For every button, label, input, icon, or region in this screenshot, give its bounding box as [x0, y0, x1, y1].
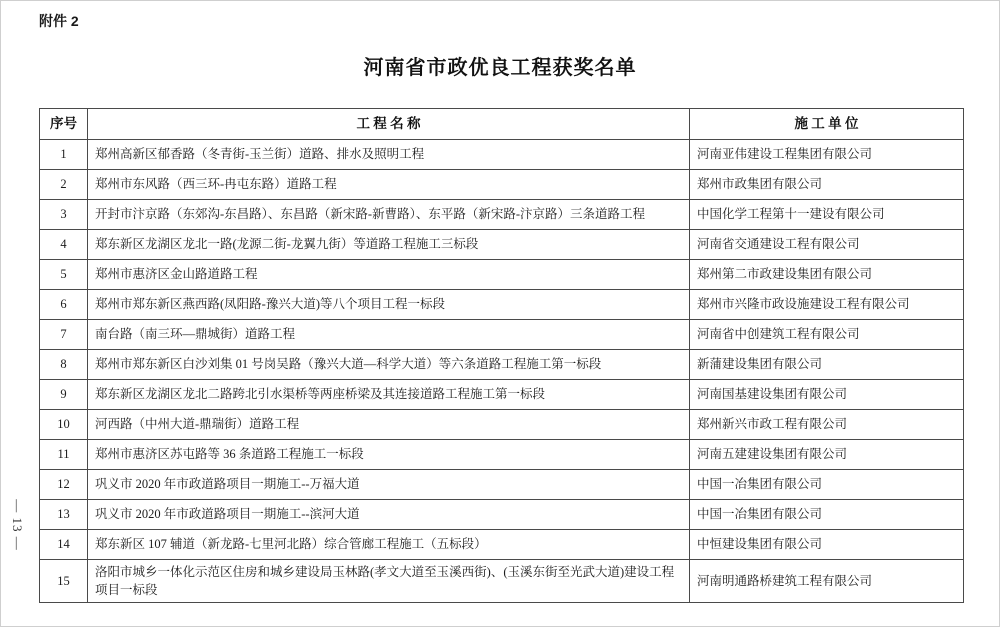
- cell-no: 2: [40, 170, 88, 200]
- table-row: [40, 410, 964, 440]
- page-number: — 13 —: [10, 499, 25, 551]
- cell-project: 巩义市 2020 年市政道路项目一期施工--滨河大道: [88, 500, 690, 530]
- cell-no: 12: [40, 470, 88, 500]
- header-no: 序号: [40, 109, 88, 140]
- table-row: [40, 530, 964, 560]
- cell-contractor: 中国一冶集团有限公司: [690, 470, 964, 500]
- cell-contractor: 郑州新兴市政工程有限公司: [690, 410, 964, 440]
- cell-project: 郑东新区 107 辅道（新龙路-七里河北路）综合管廊工程施工（五标段）: [88, 530, 690, 560]
- cell-contractor: 郑州市政集团有限公司: [690, 170, 964, 200]
- cell-contractor: 郑州市兴隆市政设施建设工程有限公司: [690, 290, 964, 320]
- cell-contractor: 河南国基建设集团有限公司: [690, 380, 964, 410]
- header-project: 工 程 名 称: [88, 109, 690, 140]
- table-row: [40, 350, 964, 380]
- cell-project: 南台路（南三环—鼎城街）道路工程: [88, 320, 690, 350]
- table-row: [40, 560, 964, 603]
- table-row: [40, 230, 964, 260]
- cell-contractor: 新蒲建设集团有限公司: [690, 350, 964, 380]
- header-contractor: 施 工 单 位: [690, 109, 964, 140]
- table-row: [40, 290, 964, 320]
- cell-no: 5: [40, 260, 88, 290]
- table-row: [40, 440, 964, 470]
- cell-contractor: 河南明通路桥建筑工程有限公司: [690, 560, 964, 603]
- cell-contractor: 中国一冶集团有限公司: [690, 500, 964, 530]
- cell-contractor: 中恒建设集团有限公司: [690, 530, 964, 560]
- cell-contractor: 中国化学工程第十一建设有限公司: [690, 200, 964, 230]
- cell-project: 河西路（中州大道-鼎瑞街）道路工程: [88, 410, 690, 440]
- cell-project: 郑州市郑东新区燕西路(凤阳路-豫兴大道)等八个项目工程一标段: [88, 290, 690, 320]
- table-row: [40, 500, 964, 530]
- table-row: [40, 170, 964, 200]
- cell-no: 4: [40, 230, 88, 260]
- awards-table: [39, 108, 964, 603]
- table-row: [40, 380, 964, 410]
- attachment-label: 附件 2: [39, 13, 79, 29]
- cell-no: 14: [40, 530, 88, 560]
- table-row: [40, 470, 964, 500]
- cell-contractor: 河南亚伟建设工程集团有限公司: [690, 140, 964, 170]
- table-row: [40, 320, 964, 350]
- cell-no: 3: [40, 200, 88, 230]
- page-title: 河南省市政优良工程获奖名单: [363, 57, 637, 79]
- cell-project: 郑州市郑东新区白沙刘集 01 号岗吴路（豫兴大道—科学大道）等六条道路工程施工第一标段: [88, 350, 690, 380]
- cell-no: 11: [40, 440, 88, 470]
- cell-no: 10: [40, 410, 88, 440]
- cell-project: 郑州市惠济区金山路道路工程: [88, 260, 690, 290]
- cell-no: 13: [40, 500, 88, 530]
- cell-no: 15: [40, 560, 88, 603]
- cell-project: 郑州高新区郁香路（冬青街-玉兰街）道路、排水及照明工程: [88, 140, 690, 170]
- cell-contractor: 河南省中创建筑工程有限公司: [690, 320, 964, 350]
- cell-project: 郑州市惠济区苏屯路等 36 条道路工程施工一标段: [88, 440, 690, 470]
- cell-no: 8: [40, 350, 88, 380]
- cell-contractor: 河南五建建设集团有限公司: [690, 440, 964, 470]
- cell-project: 郑东新区龙湖区龙北一路(龙源二街-龙翼九街）等道路工程施工三标段: [88, 230, 690, 260]
- cell-no: 6: [40, 290, 88, 320]
- cell-project: 巩义市 2020 年市政道路项目一期施工--万福大道: [88, 470, 690, 500]
- cell-contractor: 河南省交通建设工程有限公司: [690, 230, 964, 260]
- table-row: [40, 200, 964, 230]
- cell-no: 7: [40, 320, 88, 350]
- cell-project: 郑州市东风路（西三环-冉屯东路）道路工程: [88, 170, 690, 200]
- cell-contractor: 郑州第二市政建设集团有限公司: [690, 260, 964, 290]
- table-body: [40, 140, 964, 603]
- cell-project: 洛阳市城乡一体化示范区住房和城乡建设局玉林路(孝文大道至玉溪西街)、(玉溪东街至光武大道)建设工程项目一标段: [88, 560, 690, 603]
- cell-project: 郑东新区龙湖区龙北二路跨北引水渠桥等两座桥梁及其连接道路工程施工第一标段: [88, 380, 690, 410]
- table-row: [40, 140, 964, 170]
- table-header-row: [40, 109, 964, 140]
- cell-project: 开封市汴京路（东郊沟-东昌路）、东昌路（新宋路-新曹路）、东平路（新宋路-汴京路）三条道路工程: [88, 200, 690, 230]
- table-row: [40, 260, 964, 290]
- cell-no: 1: [40, 140, 88, 170]
- cell-no: 9: [40, 380, 88, 410]
